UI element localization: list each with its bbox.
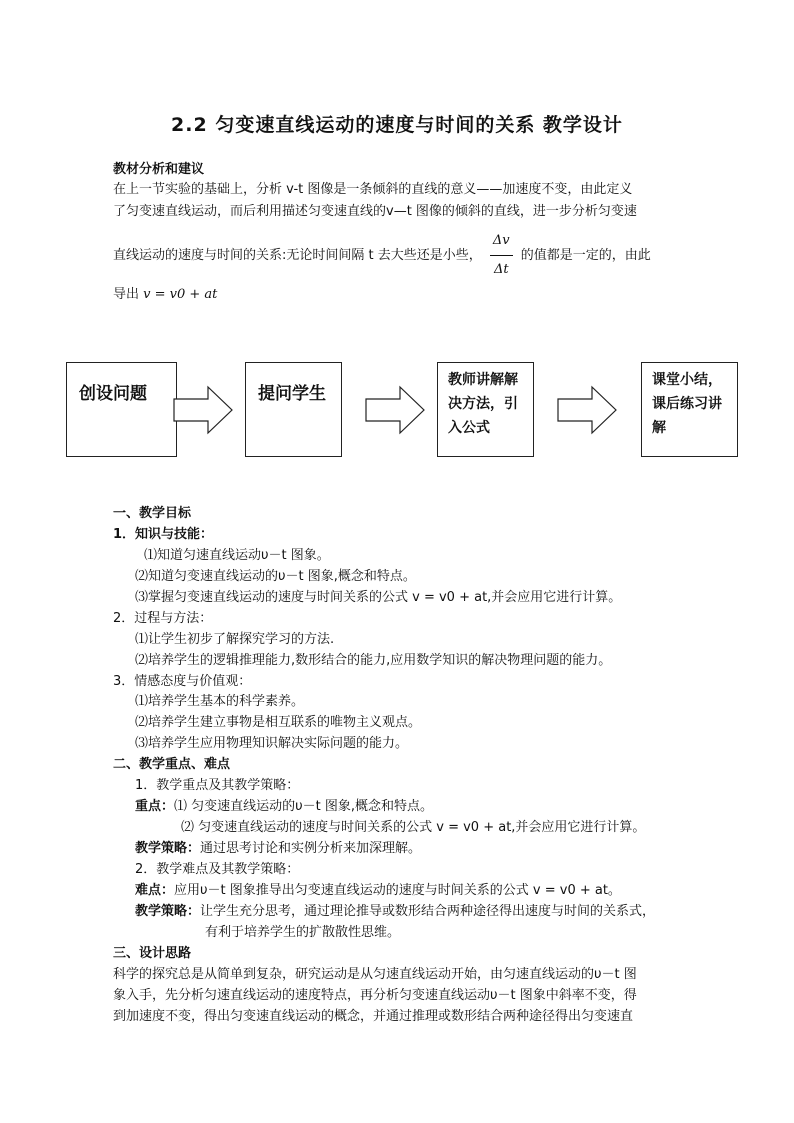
analysis-line-3-post: 的值都是一定的，由此: [520, 248, 651, 263]
flow-step-4-box: [641, 362, 738, 457]
flow-arrow-2-icon: [364, 385, 428, 435]
strategy-label: 教学策略：: [135, 841, 201, 856]
strategy-line-2b: 有利于培养学生的扩散散性思维。: [205, 925, 401, 940]
focus-item-2: ⑵ 匀变速直线运动的速度与时间关系的公式 v = v0 + at,并会应用它进行计算。: [181, 820, 646, 835]
delta-v-over-delta-t-fraction: [490, 230, 513, 281]
section-1-item: ⑶掌握匀变速直线运动的速度与时间关系的公式 v = v0 + at,并会应用它进行计算。: [135, 590, 622, 605]
analysis-line-2: 了匀变速直线运动，而后利用描述匀变速直线的v—t 图像的倾斜的直线，进一步分析匀变速: [113, 204, 637, 219]
analysis-line-3: [113, 230, 651, 281]
strategy-text: 通过思考讨论和实例分析来加深理解。: [200, 841, 422, 856]
flow-step-1-box: [66, 362, 177, 457]
section-1-item: ⑶培养学生应用物理知识解决实际问题的能力。: [135, 736, 409, 751]
flow-step-1-label: 创设问题: [79, 384, 147, 404]
section-1-item: ⑴培养学生基本的科学素养。: [135, 694, 305, 709]
section-3-line-3: 到加速度不变，得出匀变速直线运动的概念，并通过推理或数形结合两种途径得出匀变速直: [113, 1009, 634, 1024]
analysis-line-4-pre: 导出: [113, 287, 140, 302]
strategy-line-2: [135, 901, 655, 923]
analysis-line-3-pre: 直线运动的速度与时间的关系:无论时间间隔 t 去大些还是小些，: [113, 248, 482, 263]
section-1-item: ⑴知道匀速直线运动υ－t 图象。: [144, 548, 330, 563]
analysis-line-4: [113, 284, 217, 306]
difficulty-text: 应用υ－t 图象推导出匀变速直线运动的速度与时间关系的公式 v = v0 + at。: [174, 883, 621, 898]
flow-step-4-label: 课堂小结，课后练习讲解: [652, 372, 722, 436]
flow-arrow-3-icon: [556, 385, 620, 435]
section-1-item: ⑵培养学生的逻辑推理能力,数形结合的能力,应用数学知识的解决物理问题的能力。: [135, 653, 612, 668]
section-1-item: ⑴让学生初步了解探究学习的方法.: [135, 632, 335, 647]
section-1-sub-1: 1．知识与技能：: [113, 527, 214, 542]
flow-step-3-label: 教师讲解解决方法，引入公式: [448, 372, 518, 436]
focus-line-1: [135, 796, 433, 818]
focus-item-1: ⑴ 匀变速直线运动的υ－t 图象,概念和特点。: [174, 799, 434, 814]
section-1-heading: 一、教学目标: [113, 506, 192, 521]
fraction-denominator: Δt: [493, 262, 509, 277]
section-3-line-1: 科学的探究总是从简单到复杂，研究运动是从匀速直线运动开始，由匀速直线运动的υ－t 图: [113, 967, 637, 982]
analysis-heading: 教材分析和建议: [113, 162, 205, 177]
flow-step-3-box: [437, 362, 534, 457]
difficulty-label: 难点：: [135, 883, 175, 898]
strategy-line-1: [135, 838, 421, 860]
section-3-line-2: 象入手，先分析匀速直线运动的速度特点，再分析匀变速直线运动υ－t 图象中斜率不变，得: [113, 988, 637, 1003]
flow-step-2-box: [245, 362, 342, 457]
flow-arrow-1-icon: [172, 385, 236, 435]
section-3-heading: 三、设计思路: [113, 946, 192, 961]
section-2-sub-2: 2．教学难点及其教学策略：: [135, 862, 300, 877]
section-2-sub-1: 1．教学重点及其教学策略：: [135, 778, 300, 793]
strategy-2-text: 让学生充分思考，通过理论推导或数形结合两种途径得出速度与时间的关系式，: [200, 904, 656, 919]
section-1-sub-2: 2．过程与方法：: [113, 611, 213, 626]
velocity-formula: v = v0 + at: [143, 287, 218, 302]
page-title: 2.2 匀变速直线运动的速度与时间的关系 教学设计: [171, 114, 623, 136]
section-1-item: ⑵培养学生建立事物是相互联系的唯物主义观点。: [135, 715, 422, 730]
difficulty-line: [135, 880, 621, 902]
strategy-2-label: 教学策略：: [135, 904, 201, 919]
analysis-line-1: 在上一节实验的基础上，分析 v-t 图像是一条倾斜的直线的意义——加速度不变，由此定义: [113, 182, 633, 197]
section-2-heading: 二、教学重点、难点: [113, 757, 231, 772]
section-1-item: ⑵知道匀变速直线运动的υ－t 图象,概念和特点。: [135, 569, 416, 584]
flow-step-2-label: 提问学生: [258, 384, 326, 404]
section-1-sub-3: 3．情感态度与价值观：: [113, 674, 252, 689]
focus-label: 重点：: [135, 799, 175, 814]
fraction-numerator: Δv: [490, 230, 513, 256]
